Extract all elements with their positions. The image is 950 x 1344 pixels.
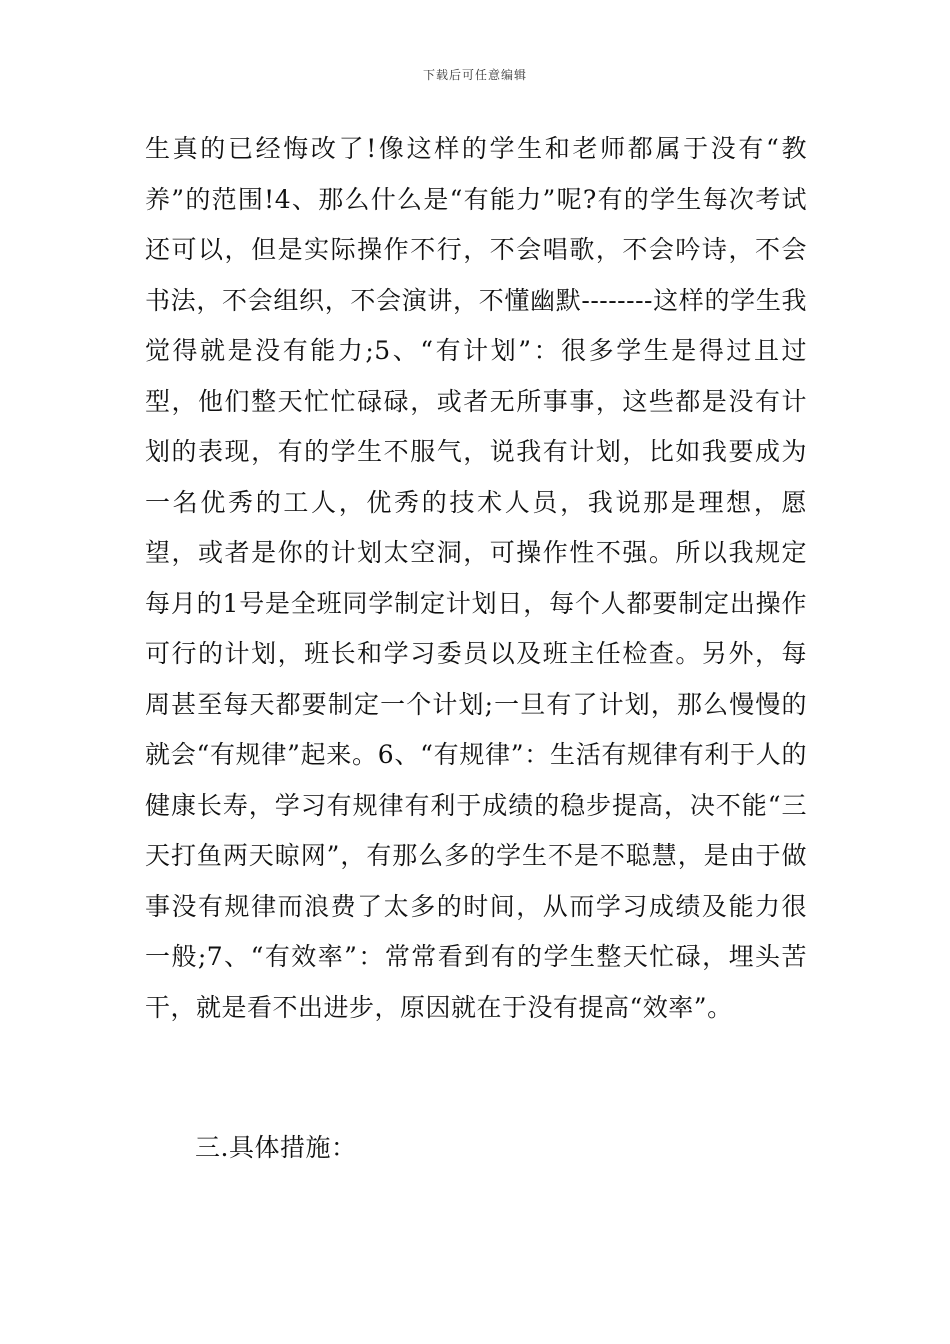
section-heading: 三.具体措施： bbox=[195, 1133, 357, 1162]
body-text bbox=[145, 124, 807, 1033]
body-paragraph: 生真的已经悔改了!像这样的学生和老师都属于没有“教养”的范围!4、那么什么是“有能力”呢?有的学生每次考试还可以，但是实际操作不行，不会唱歌，不会吟诗，不会书法，不会组织，不会演讲，不懂幽默--------这样的学生我觉得就是没有能力;5、“有计划”：很多学生是得过且过型，他们整天忙忙碌碌，或者无所事事，这些都是没有计划的表现，有的学生不服气，说我有计划，比如我要成为一名优秀的工人，优秀的技术人员，我说那是理想，愿望，或者是你的计划太空洞，可操作性不强。所以我规定每月的1号是全班同学制定计划日，每个人都要制定出操作可行的计划，班长和学习委员以及班主任检查。另外，每周甚至每天都要制定一个计划;一旦有了计划，那么慢慢的就会“有规律”起来。6、“有规律”：生活有规律有利于人的健康长寿，学习有规律有利于成绩的稳步提高，决不能“三天打鱼两天晾网”，有那么多的学生不是不聪慧，是由于做事没有规律而浪费了太多的时间，从而学习成绩及能力很一般;7、“有效率”：常常看到有的学生整天忙碌，埋头苦干，就是看不出进步，原因就在于没有提高“效率”。 bbox=[145, 134, 807, 1022]
page-header-note: 下载后可任意编辑 bbox=[422, 68, 527, 82]
